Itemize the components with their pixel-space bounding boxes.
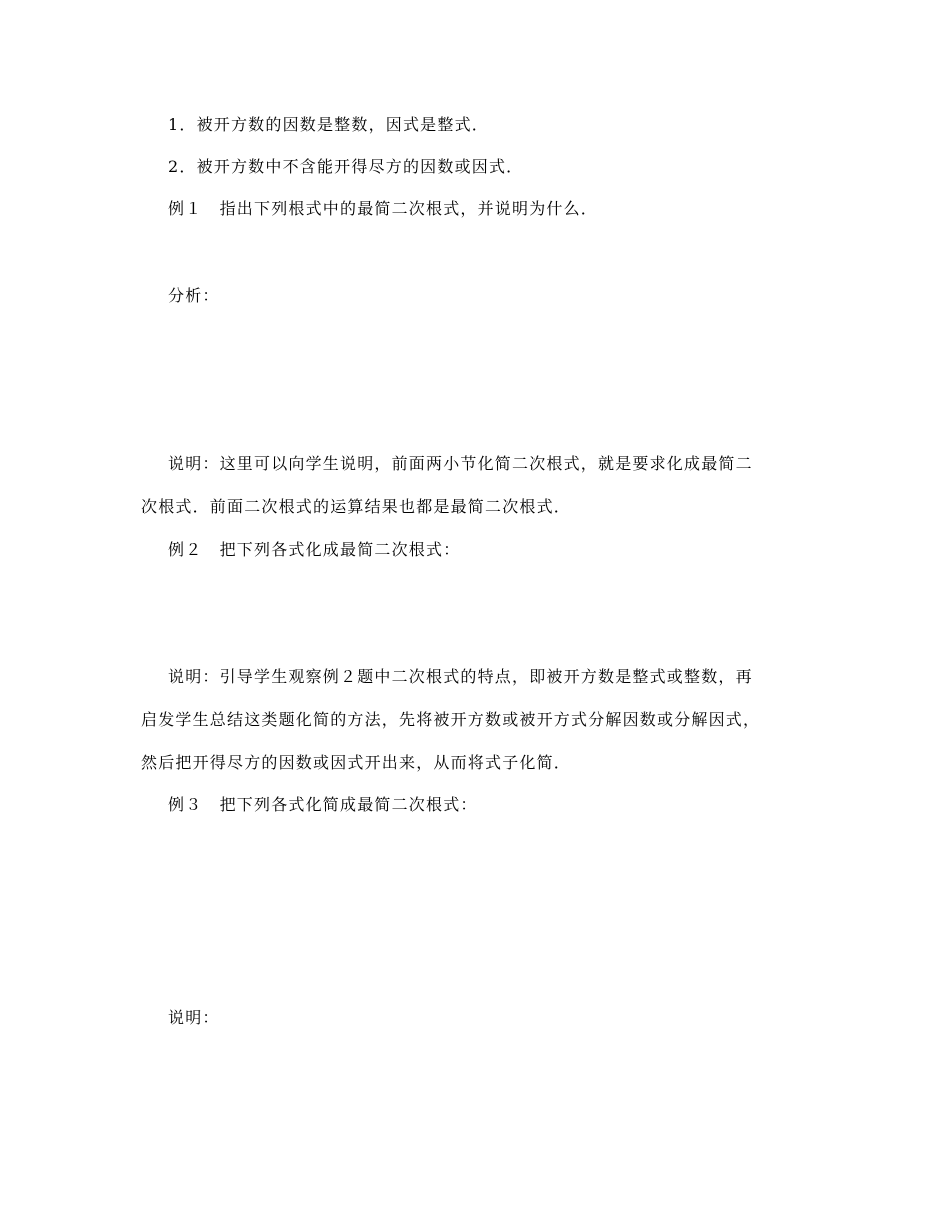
note-1-line-1: 说明：这里可以向学生说明，前面两小节化简二次根式，就是要求化成最简二 (168, 454, 753, 473)
list-item-1: 1．被开方数的因数是整数，因式是整式． (168, 115, 489, 134)
analysis-label: 分析： (168, 286, 220, 305)
list-item-2: 2．被开方数中不含能开得尽方的因数或因式． (168, 157, 524, 176)
example-3-heading: 例３ 把下列各式化简成最简二次根式： (168, 795, 478, 814)
note-2-line-3: 然后把开得尽方的因数或因式开出来，从而将式子化简． (141, 753, 572, 772)
note-3-label: 说明： (168, 1008, 220, 1027)
note-2-line-2: 启发学生总结这类题化简的方法，先将被开方数或被开方式分解因数或分解因式， (141, 710, 761, 729)
example-1-heading: 例１ 指出下列根式中的最简二次根式，并说明为什么． (168, 199, 599, 218)
note-1-line-2: 次根式．前面二次根式的运算结果也都是最简二次根式． (141, 497, 572, 516)
note-2-line-1: 说明：引导学生观察例２题中二次根式的特点，即被开方数是整式或整数，再 (168, 667, 753, 686)
example-2-heading: 例２ 把下列各式化成最简二次根式： (168, 540, 461, 559)
